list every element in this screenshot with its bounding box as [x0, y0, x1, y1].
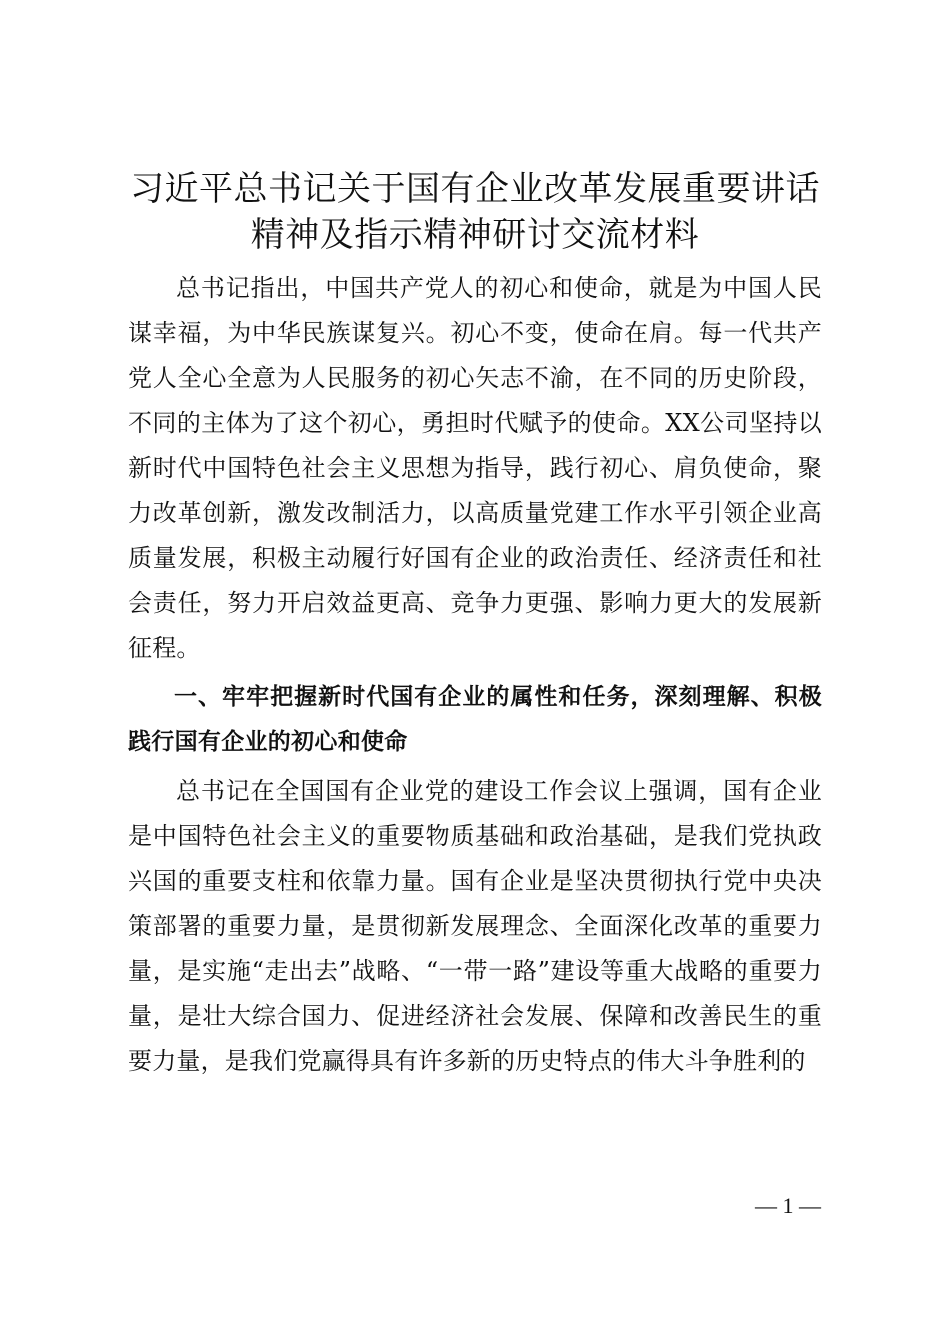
section-heading-1: 一、牢牢把握新时代国有企业的属性和任务，深刻理解、积极践行国有企业的初心和使命	[128, 684, 822, 755]
page-number: — 1 —	[755, 1193, 821, 1218]
body-paragraph-2: 总书记在全国国有企业党的建设工作会议上强调，国有企业是中国特色社会主义的重要物质基础和政治基础，是我们党执政兴国的重要支柱和依靠力量。国有企业是坚决贯彻执行党中央决策部署的重要力量，是贯彻新发展理念、全面深化改革的重要力量，是实施“走出去”战略、“一带一路”建设等重大战略的重要力量，是壮大综合国力、促进经济社会发展、保障和改善民生的重要力量，是我们党赢得具有许多新的历史特点的伟大斗争胜利的	[128, 777, 822, 1075]
body-paragraph-1: 总书记指出，中国共产党人的初心和使命，就是为中国人民谋幸福，为中华民族谋复兴。初心不变，使命在肩。每一代共产党人全心全意为人民服务的初心矢志不渝，在不同的历史阶段，不同的主体为了这个初心，勇担时代赋予的使命。XX公司坚持以新时代中国特色社会主义思想为指导，践行初心、肩负使命，聚力改革创新，激发改制活力，以高质量党建工作水平引领企业高质量发展，积极主动履行好国有企业的政治责任、经济责任和社会责任，努力开启效益更高、竞争力更强、影响力更大的发展新征程。	[128, 274, 822, 662]
title-line-1: 习近平总书记关于国有企业改革发展重要讲话	[130, 169, 820, 209]
title-line-2: 精神及指示精神研讨交流材料	[250, 215, 700, 255]
document-title	[120, 166, 830, 258]
document-body	[128, 266, 822, 1084]
